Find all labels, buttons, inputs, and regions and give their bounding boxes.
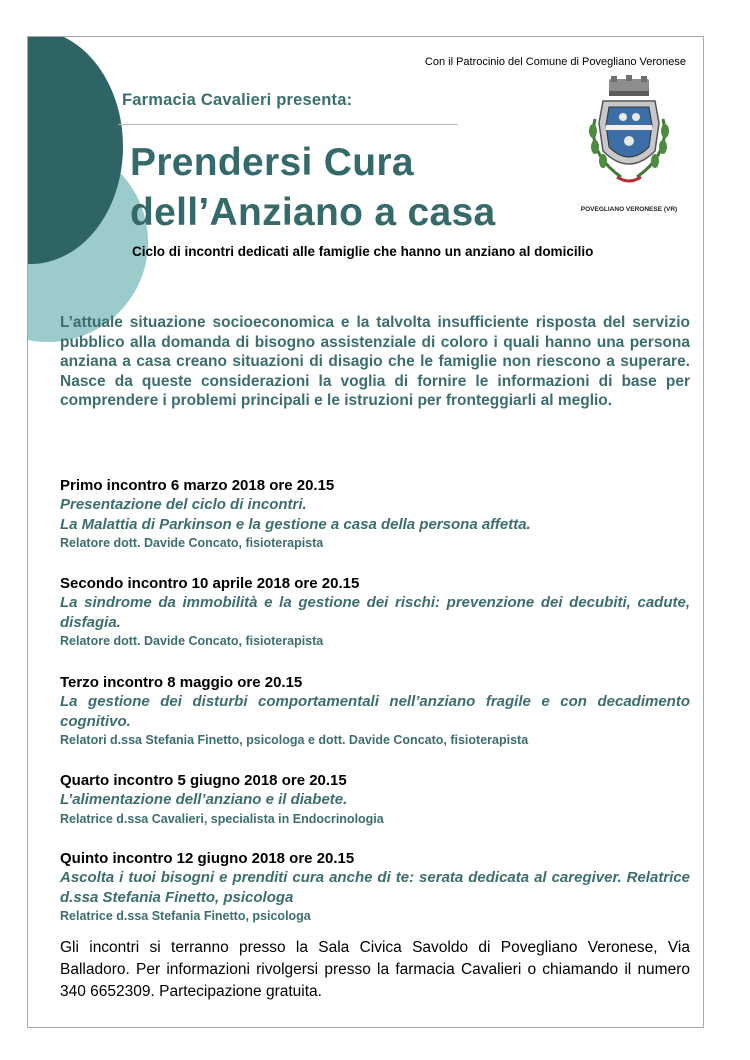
meeting-5 [60, 849, 690, 925]
meeting-heading: Quarto incontro 5 giugno 2018 ore 20.15 [60, 772, 347, 789]
subtitle: Ciclo di incontri dedicati alle famiglie che hanno un anziano al domicilio [132, 244, 594, 259]
page-title [130, 138, 496, 238]
meeting-heading: Secondo incontro 10 aprile 2018 ore 20.15 [60, 575, 360, 592]
meeting-topic: La sindrome da immobilità e la gestione dei rischi: prevenzione dei decubiti, cadute, disfagia. [60, 594, 690, 631]
coat-of-arms [573, 73, 685, 218]
meeting-speaker: Relatrice d.ssa Cavalieri, specialista in Endocrinologia [60, 811, 384, 826]
meeting-topic: Ascolta i tuoi bisogni e prenditi cura anche di te: serata dedicata al caregiver. Relatrice d.ssa Stefania Finetto, psicologa [60, 869, 690, 906]
meeting-heading: Quinto incontro 12 giugno 2018 ore 20.15 [60, 850, 355, 867]
meeting-topic: La gestione dei disturbi comportamentali nell’anziano fragile e con decadimento cognitivo. [60, 693, 690, 730]
footer-info: Gli incontri si terranno presso la Sala Civica Savoldo di Povegliano Veronese, Via Balladoro. Per informazioni rivolgersi presso la farmacia Cavalieri o chiamando il numero 340 6652309. Partecipazione gratuita. [60, 939, 690, 1000]
presenter-line: Farmacia Cavalieri presenta: [122, 91, 353, 109]
intro-paragraph: L’attuale situazione socioeconomica e la talvolta insufficiente risposta del servizio pubblico alla domanda di bisogno assistenziale di coloro i quali hanno una persona anziana a casa creano situazioni di disagio che le famiglie non riescono a superare. Nasce da queste considerazioni la voglia di fornire le informazioni di base per comprendere i problemi principali e le istruzioni per fronteggiarli al meglio. [60, 314, 690, 409]
meeting-1 [60, 476, 690, 552]
meeting-2 [60, 574, 690, 650]
meeting-topic: La Malattia di Parkinson e la gestione a casa della persona affetta. [60, 515, 531, 533]
divider [118, 124, 458, 125]
meeting-heading: Terzo incontro 8 maggio ore 20.15 [60, 674, 303, 691]
coat-of-arms-label: POVEGLIANO VERONESE (VR) [580, 206, 678, 213]
title-line-1: Prendersi Cura [130, 141, 414, 184]
meeting-4 [60, 771, 690, 828]
meeting-speaker: Relatrice d.ssa Stefania Finetto, psicologa [60, 909, 311, 923]
meeting-speaker: Relatore dott. Davide Concato, fisioterapista [60, 634, 324, 648]
meeting-speaker: Relatori d.ssa Stefania Finetto, psicologa e dott. Davide Concato, fisioterapista [60, 733, 529, 747]
meeting-speaker: Relatore dott. Davide Concato, fisioterapista [60, 536, 324, 550]
coat-of-arms-icon [573, 73, 685, 205]
meeting-3 [60, 673, 690, 749]
title-line-2: dell’Anziano a casa [130, 191, 496, 234]
meeting-heading: Primo incontro 6 marzo 2018 ore 20.15 [60, 477, 335, 494]
meeting-topic: Presentazione del ciclo di incontri. [60, 496, 307, 513]
patronage-note: Con il Patrocinio del Comune di Povegliano Veronese [424, 56, 686, 68]
meeting-topic: L’alimentazione dell’anziano e il diabete. [60, 791, 348, 808]
